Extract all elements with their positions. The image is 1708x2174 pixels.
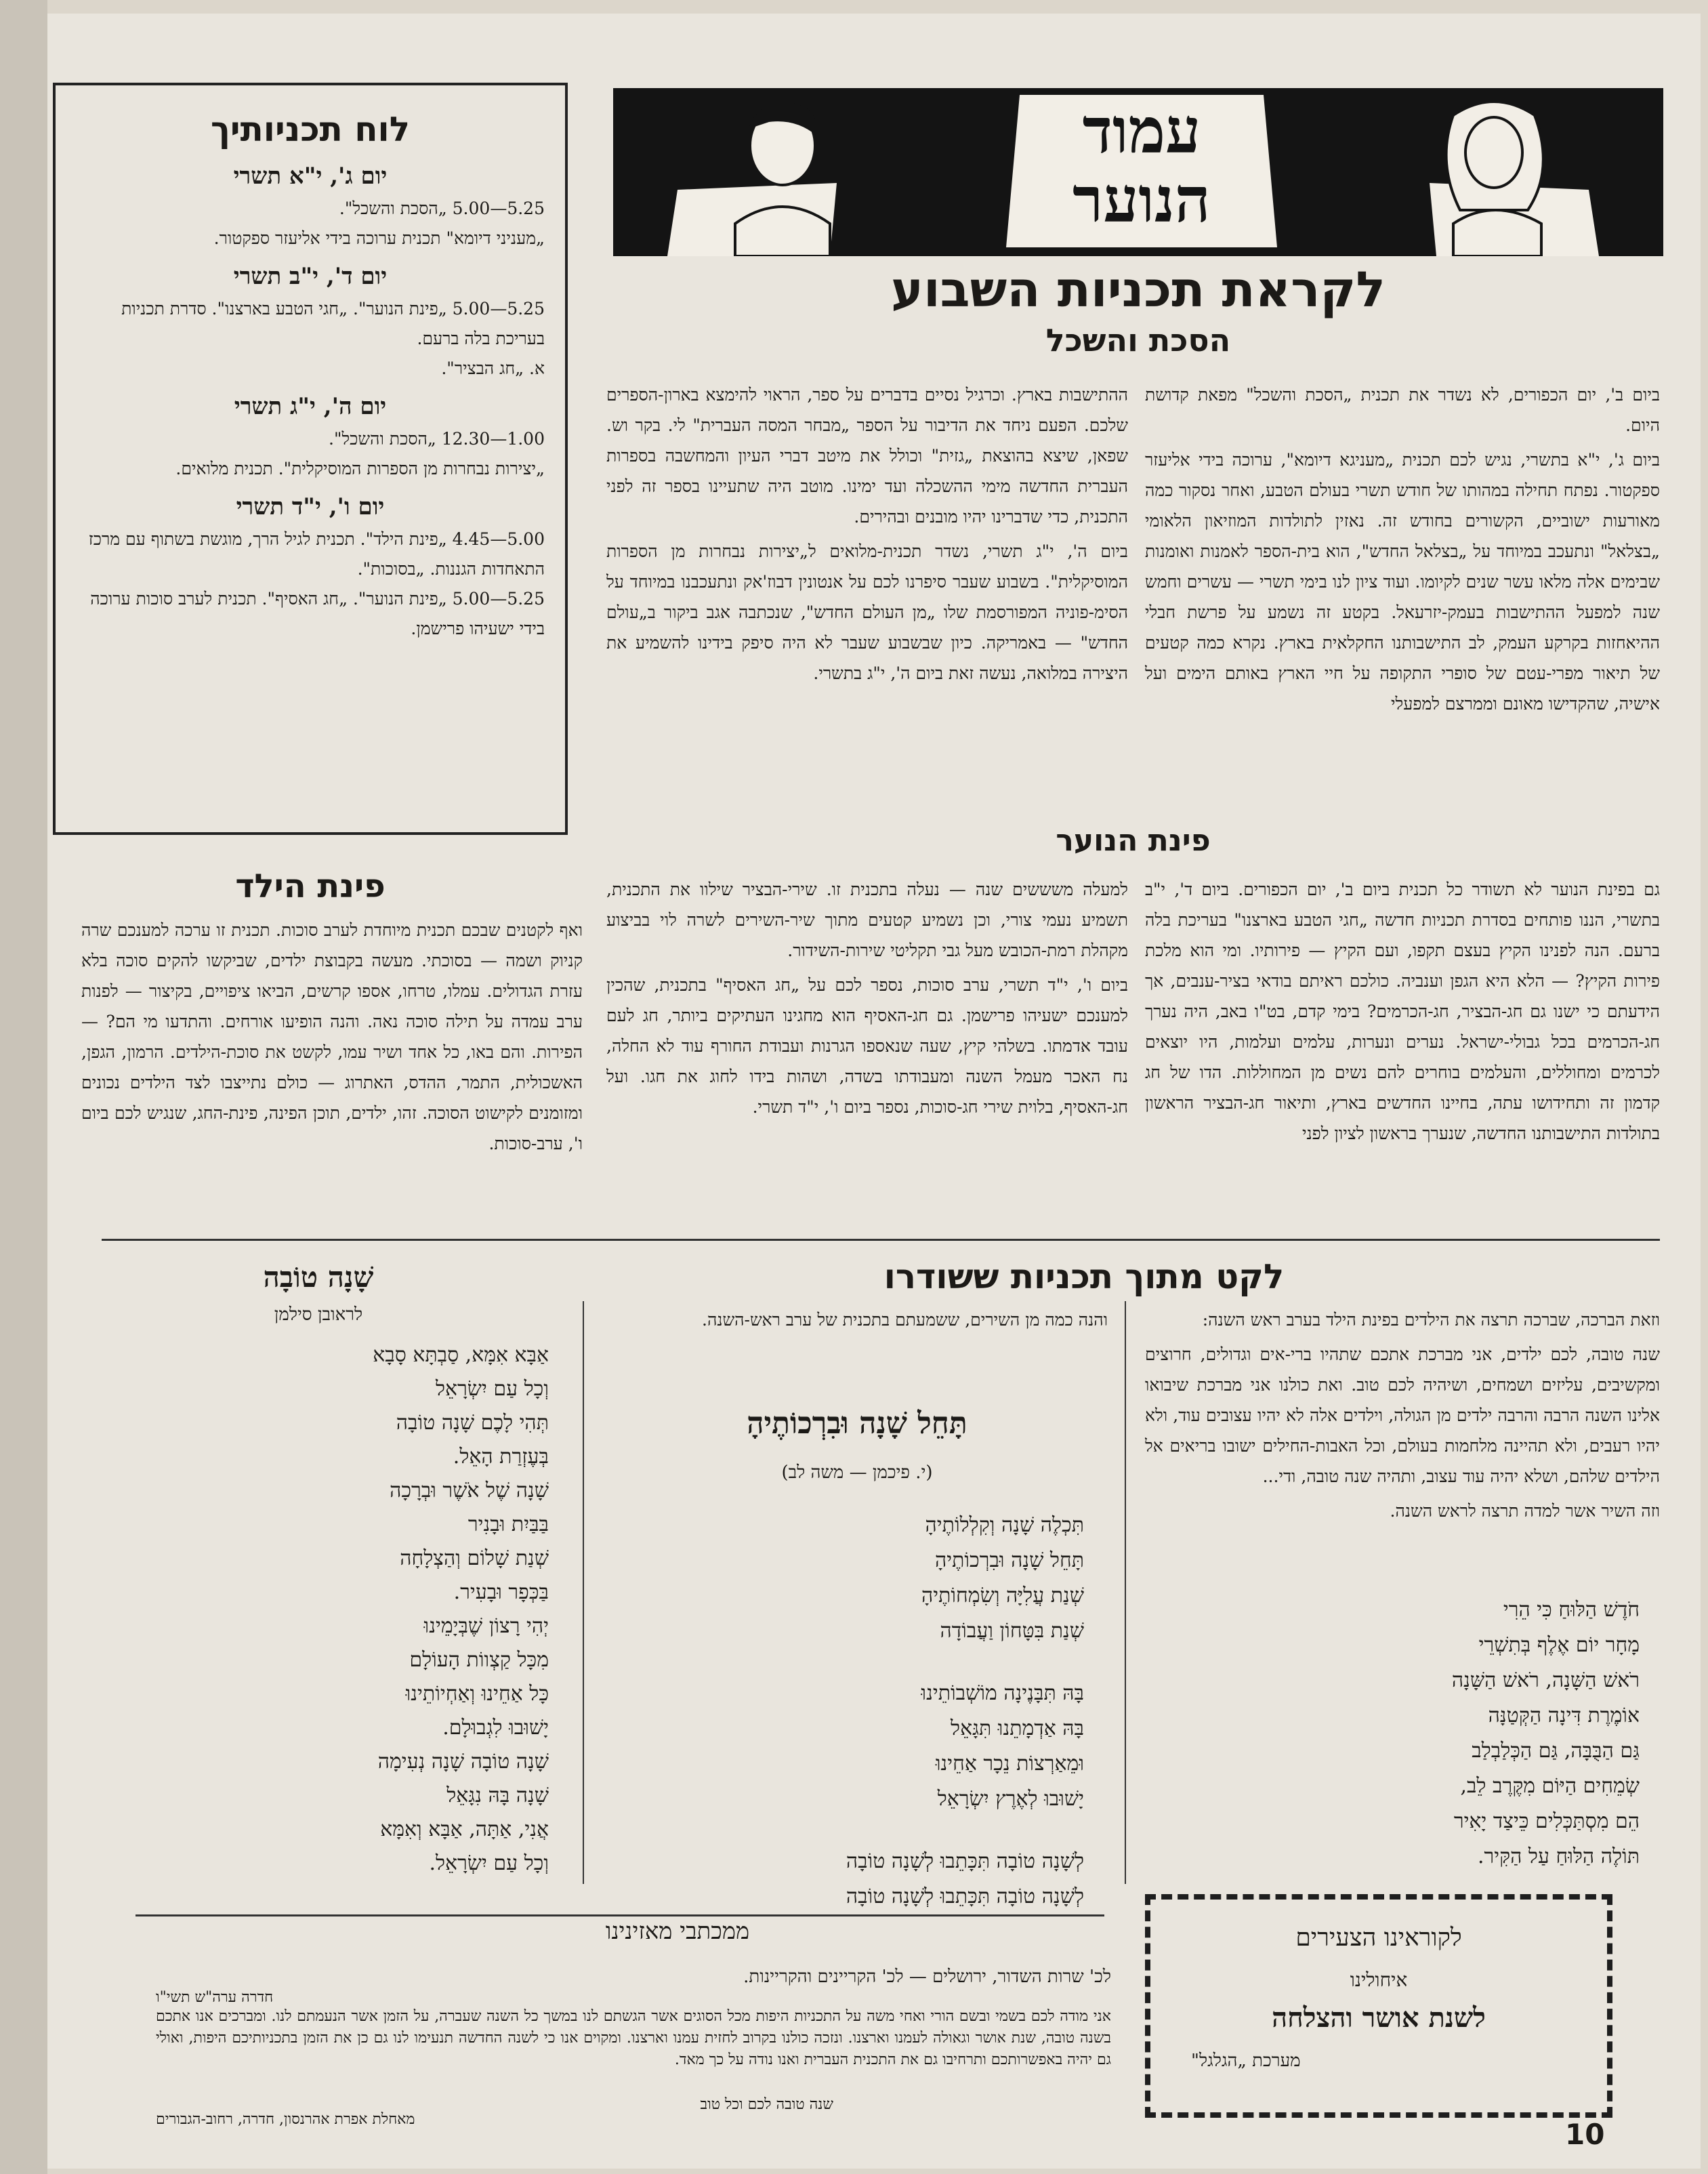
poem-line: שְׁנַת עֲלִיָּה וְשִׂמְחוֹתֶיהָ — [921, 1584, 1084, 1607]
stanza-gap — [664, 1649, 1084, 1676]
greeting-line1: לקוראינו הצעירים — [1295, 1924, 1462, 1952]
schedule-box — [53, 83, 568, 835]
letters-address: לכ' שרות השדור, ירושלים — לכ' הקריינים והקריינות. — [743, 1967, 1111, 1987]
paragraph: גם בפינת הנוער לא תשודר כל תכנית ביום ב', יום הכפורים. ביום ד', י"ב בתשרי, הננו פותחים בסדרת תכניות חדשה „חגי הטבע בארצנו" בעריכת בלה ברעם. הנה לפנינו הקיץ בעצם תקפו, ועם הקיץ — פירותיו. ומי הוא מלכת פירות הקיץ? — הלא היא הגפן וענביה. כולכם ראיתם בודאי בציר-ענבים, אך הידעתם כי ישנו גם חג-הבציר, חג-הכרמים? בימי קדם, בט"ו באב, היה נערך חג-הכרמים בכל גבולי-ישראל. נערים ונערות, עלמים ועלמות, היו יוצאים לכרמים ומחוללים, והעלמים בוחרים להם נשים מן המחוללות. הדו של חג קדמון זה ותחידושו עתה, בחיינו החדשים בארץ, ותיאור חג-הבציר הראשון בתולדות התישבותנו החדשה, שנערך בראשון לציון לפני — [1145, 880, 1660, 1143]
schedule-line: 1.00—12.30 „הסכת והשכל". — [329, 429, 545, 449]
greeting-line2: איחולינו — [1350, 1969, 1408, 1991]
banner-title-line1: עמוד — [1082, 94, 1201, 167]
paragraph: שנה טובה, לכם ילדים, אני מברכת אתכם שתהיו ברי-אים וגדולים, חרוצים ומקשיבים, עליזים ושמחים, ושיהיה לכם טוב. ואת כולנו אני מברכת שיבואו אלינו השנה הרבה והרבה ילדים מן הגולה, וילדים אלה לא יהיו עצובים עוד, ולא יהיו רעבים, ולא תהיינה מלחמות בעולם, וכל האבות-החילים ישובו בריאים אל הילדים שלהם, ושלא יהיה עוד עצוב, ותהיה שנה טובה, ודי... — [1145, 1345, 1660, 1486]
poem-line: בַּכְּפָר וּבָעִיר. — [453, 1580, 549, 1604]
schedule-line: „מעניני דיומא" תכנית ערוכה בידי אליעזר ספקטור. — [213, 228, 545, 248]
paragraph: וזאת הברכה, שברכה תרצה את הילדים בפינת הילד בערב ראש השנה: — [1202, 1310, 1660, 1330]
paragraph: ביום ג', י"א בתשרי, נגיש לכם תכנית „מעניגא דיומא", ערוכה בידי אליעזר ספקטור. נפתח תחילה במהותו של חודש תשרי בעולם הטבע, ואחר נסקור כמה מאורעות ישוביים, הקשורים בחודש זה. נאזין לתולדות המוזיאון הלאומי „בצלאל" ונתעכב במיוחד על „בצלאל החדש", הוא בית-הספר לאמנות ואומנות שבימים אלה מלאו עשר שנים לקיומו. ועוד ציון לנו בימי תשרי — עשרים וחמש שנה למפעל ההתישבות בעמק-יזרעאל. בקטע זה נשמע על פרשת חבלי ההיאחזות בקרקע העמק, לב התישבותנו החקלאית בארץ. נקרא כמה קטעים של תיאור מפרי-עטם של סופרי התקופה על חיי הארץ באותם הימים ועל אישיה, שהקדישו מאונם וממרצם למפעלי — [1145, 450, 1660, 714]
schedule-title: לוח תכניותיך — [211, 110, 410, 149]
poem-line: בְּעֶזְרַת הָאֵל. — [453, 1445, 549, 1469]
main-heading: לקראת תכניות השבוע — [891, 261, 1386, 318]
letters-signature: מאחלת אפרת אהרנסון, חדרה, רחוב-הגבורים — [156, 2111, 415, 2128]
paragraph: ואף לקטנים שבכם תכנית מיוחדת לערב סוכות. תכנית זו ערכה למענכם שרה קניוק ושמה — בסוכתי. מעשה בקבוצת ילדים, שביקשו להקים סוכה בלא עזרת הגדולים. עמלו, טרחו, אספו קרשים, הביאו ציפויים, בקיצור — לפנות ערב עמדה על תילה סוכה נאה. והנה הופיעו אורחים. והתדעו מי הם? — הפירות. והם באו, כל אחד ושיר עמו, לקשט את סוכת-הילדים. הרמון, הגפן, האשכולית, התמר, ההדס, האתרוג — כולם נתייצבו לצד הילדים נכונים ומזומנים לקישוט הסוכה. זהו, ילדים, תוכן הפינה, פינת-החג, שנגיש לכם ביום ו', ערב-סוכות. — [81, 920, 583, 1153]
sub-heading: הסכת והשכל — [1045, 322, 1231, 358]
column-rule — [1125, 1301, 1126, 1884]
poem-line: שְׂמֵחִים הַיּוֹם מִקֶּרֶב לֵב, — [1460, 1774, 1640, 1798]
poem-line: אֲנִי, אַתָּה, אַבָּא וְאִמָּא — [380, 1818, 549, 1841]
poem-line: רֹאשׁ הַשָּׁנָה, רֹאשׁ הַשָּׁנָה — [1451, 1668, 1640, 1692]
letters-closing: שנה טובה לכם וכל טוב — [700, 2096, 833, 2113]
poem-line: וְכָל עַם יִשְׂרָאֵל. — [429, 1851, 549, 1875]
schedule-day — [76, 163, 545, 253]
poem-line: שְׁנַת בִּטָּחוֹן וַעֲבוֹדָה — [940, 1619, 1084, 1643]
poem2-title: תָּחֵל שָׁנָה וּבִרְכוֹתֶיהָ — [747, 1406, 967, 1441]
poem-line: יָשׁוּבוּ לִגְבוּלָם. — [442, 1716, 549, 1740]
schedule-day-title: יום ג', י"א תשרי — [233, 163, 388, 190]
stanza-gap — [664, 1817, 1084, 1844]
section-divider — [102, 1239, 1660, 1241]
poem-line: לְשָׁנָה טוֹבָה תִּכָּתֵבוּ לְשָׁנָה טוֹבָה — [846, 1849, 1084, 1873]
poem-line: שָׁנָה בָּהּ נִגָּאֵל — [446, 1784, 549, 1807]
schedule-line: 5.25—5.00 „פינת הנוער". „חג האסיף". תכנית לערב סוכות ערוכה בידי ישעיהו פרישמן. — [90, 589, 545, 638]
poem-line: שָׁנָה שֶׁל אֹשֶׁר וּבְרָכָה — [390, 1479, 549, 1502]
paragraph: ביום ו', י"ד תשרי, ערב סוכות, נספר לכם על „חג האסיף" בתכנית, שהכין למענכם ישעיהו פרישמן. גם חג-האסיף הוא מחגינו העתיקים ביותר, חג לעם עובד אדמתו. בשלהי קיץ, שעה שנאספו הגרנות ועבודת החורף עוד לא החלה, נח האכר מעמל השנה ומעבודתו בשדה, ושהות בידו לחוג את חגו. ועל חג-האסיף, בלוית שירי חג-סוכות, נספר ביום ו', י"ד תשרי. — [606, 975, 1128, 1117]
child-corner-column — [81, 915, 583, 1227]
poem-shana-tova — [169, 1338, 549, 1881]
letters-rule — [136, 1914, 1104, 1916]
schedule-line: 5.25—5.00 „פינת הנוער". „חגי הטבע בארצנו". סדרת תכניות בעריכת בלה ברעם. — [121, 299, 545, 348]
poem-line: בָּהּ תִּבָּנֶינָה מוֹשְׁבוֹתֵינוּ — [921, 1681, 1084, 1705]
poem3-credit: לראובן סילמן — [274, 1305, 363, 1325]
greeting-line3: לשנת אושר והצלחה — [1272, 2002, 1486, 2034]
schedule-day-title: יום ו', י"ד תשרי — [236, 493, 385, 520]
poem-line: אַבָּא אִמָּא, סַבְתָּא סָבָא — [373, 1343, 549, 1367]
youth-corner-heading: פינת הנוער — [1056, 823, 1211, 858]
middle-intro: והנה כמה מן השירים, ששמעתם בתכנית של ערב ראש-השנה. — [702, 1310, 1108, 1330]
intro-column-left — [606, 380, 1128, 813]
poem-line: הֵם מִסְתַּכְּלִים כֵּיצַד יָאִיר — [1453, 1809, 1640, 1833]
child-corner-heading: פינת הילד — [235, 867, 386, 905]
intro-column-right — [1145, 380, 1660, 813]
poem-line: תּוֹלֶה הַלּוּחַ עַל הַקִּיר. — [1477, 1845, 1640, 1868]
selection-intro-column — [1145, 1305, 1660, 1589]
schedule-line: א. „חג הבציר". — [441, 358, 545, 378]
schedule-line: 5.00—4.45 „פינת הילד". תכנית לגיל הרך, מוגשת בשתוף עם מרכז התאחדות הגננות. „בסוכות". — [88, 529, 545, 579]
paragraph: למעלה משששים שנה — נעלה בתכנית זו. שירי-הבציר שילוו את התכנית, תשמיע נעמי צורי, וכן נשמיע קטעים מתוך שיר-השירים לשרה לוי בביצוע מקהלת רמת-הכובש מעל גבי תקליטי שירות-השידור. — [606, 880, 1128, 960]
youth-corner-column-right — [1145, 874, 1660, 1227]
poem3-title: שָׁנָה טוֹבָה — [263, 1260, 374, 1294]
letters-heading: ממכתבי מאזינינו — [605, 1918, 750, 1945]
poem-luach — [1287, 1593, 1640, 1874]
poem2-credit: (י. פיכמן — משה לב) — [781, 1462, 933, 1483]
poem-line: מָחָר יוֹם אֶלֶף בְּתִשְׁרֵי — [1478, 1633, 1640, 1657]
greeting-line4: מערכת „הגלגל" — [1191, 2051, 1301, 2071]
poem-line: וּמֵאַרְצוֹת נֵכָר אַחֵינוּ — [935, 1752, 1084, 1776]
youth-page-banner — [613, 88, 1663, 256]
schedule-day — [76, 493, 545, 644]
poem-line: גַּם הַבֻּבָּה, גַּם הַכְּלַבְלַב — [1472, 1739, 1640, 1763]
poem-line: בַּבַּיִת וּבָנִיר — [467, 1513, 549, 1536]
column-rule — [583, 1301, 584, 1884]
poem-line: לְשָׁנָה טוֹבָה תִּכָּתֵבוּ לְשָׁנָה טוֹבָה — [846, 1885, 1084, 1908]
poem-line: תָּחֵל שָׁנָה וּבִרְכוֹתֶיהָ — [934, 1549, 1084, 1572]
poem-line: בָּהּ אַדְמָתֵנוּ תִּגָּאֵל — [951, 1717, 1084, 1740]
poem-tachel-shana — [664, 1508, 1084, 1914]
schedule-line: „יצירות נבחרות מן הספרות המוסיקלית". תכנית מלואים. — [175, 459, 545, 478]
poem-line: וְכָל עַם יִשְׂרָאֵל — [435, 1377, 549, 1401]
greeting-box — [1145, 1894, 1612, 2118]
paragraph: ביום ב', יום הכפורים, לא נשדר את תכנית „הסכת והשכל" מפאת קדושת היום. — [1145, 385, 1660, 435]
paragraph: ההתישבות בארץ. וכרגיל נסיים בדברים על ספר, הראוי להימצא בארון-הספרים שלכם. הפעם ניחד את הדיבור על הספר „מבחר המסה העברית" לי. בקר וש. שפאן, שיצא בהוצאת „גזית" וכולל את מיטב דברי העיון והמחשבה בספרות העברית החדשה מימי ההשכלה ועד ימינו. מוטב היה שתעיינו בספר זה לפני התכנית, כדי שדברינו יהיו מובנים ובהירים. — [606, 385, 1128, 527]
youth-corner-column-left — [606, 874, 1128, 1227]
poem-line: תִּכְלֶה שָׁנָה וְקִלְלוֹתֶיהָ — [925, 1513, 1084, 1537]
page-edge — [0, 0, 47, 2174]
poem-line: כָּל אַחֵינוּ וְאַחְיוֹתֵינוּ — [405, 1682, 549, 1706]
poem-line: יְהִי רָצוֹן שֶׁבְּיָמֵינוּ — [423, 1614, 549, 1638]
schedule-line: 5.25—5.00 „הסכת והשכל". — [339, 199, 545, 218]
selection-heading: לקט מתוך תכניות ששודרו — [883, 1257, 1285, 1296]
poem-line: חֹדֶשׁ הַלּוּחַ כִּי הֵרִי — [1503, 1598, 1640, 1622]
poem-line: שְׁנַת שָׁלוֹם וְהַצְלָחָה — [400, 1546, 549, 1570]
letters-place-date: חדרה ערה"ש תשי"ו — [156, 1989, 274, 2006]
schedule-day-title: יום ד', י"ב תשרי — [233, 263, 388, 290]
schedule-day — [76, 393, 545, 484]
poem-line: תְּהִי לָכֶם שָׁנָה טוֹבָה — [396, 1411, 549, 1435]
paragraph: ביום ה', י"ג תשרי, נשדר תכנית-מלואים ל„יצירות נבחרות מן הספרות המוסיקלית". בשבוע שעבר סיפרנו לכם על אנטונין דבוז'אק ונתעכבנו במיוחד על הסימ-פוניה המפורסמת שלו „מן העולם החדש", שנכתבה אגב ביקור ב„עולם החדש" — באמריקה. כיון שבשבוע שעבר לא היה סיפק בידינו להשמיע את היצירה במלואה, נעשה זאת ביום ה', י"ג בתשרי. — [606, 541, 1128, 683]
poem-line: יָשׁוּבוּ לְאֶרֶץ יִשְׂרָאֵל — [937, 1787, 1084, 1811]
paragraph: וזה השיר אשר למדה תרצה לראש השנה. — [1390, 1501, 1660, 1521]
schedule-day — [76, 263, 545, 384]
poem-line: שָׁנָה טוֹבָה שָׁנָה נְעִימָה — [377, 1750, 549, 1773]
page-number: 10 — [1565, 2118, 1605, 2151]
poem-line: מִכָּל קַצְווֹת הָעוֹלָם — [409, 1648, 549, 1672]
poem-line: אוֹמֶרֶת דִּינָה הַקְּטַנָּה — [1488, 1704, 1640, 1727]
girl-illustration-icon — [1446, 102, 1543, 256]
banner-title-line2: הנוער — [1072, 163, 1211, 237]
letters-body: אני מודה לכם בשמי ובשם הורי ואחי משה על התכניות היפות מכל הסוגים אשר הגשתם לנו במשך כל השנה שעברה, על הזמן אשר הנעמתם לנו. ומברכים אנו אתכם בשנה טובה, שנת אושר וגאולה לעמנו וארצנו. ונזכה כולנו בקרוב לחזית עמנו וארצנו. ומקוים אנו כי לשנה החדשה תנעימו לנו גם כן את הזמן בתכניותיכם היפות, ואולי גם יהיה באפשרותכם ותרחיבו גם את התכנית העברית ואנו נודה על כך מאד. — [156, 2008, 1111, 2068]
schedule-day-title: יום ה', י"ג תשרי — [234, 393, 387, 420]
